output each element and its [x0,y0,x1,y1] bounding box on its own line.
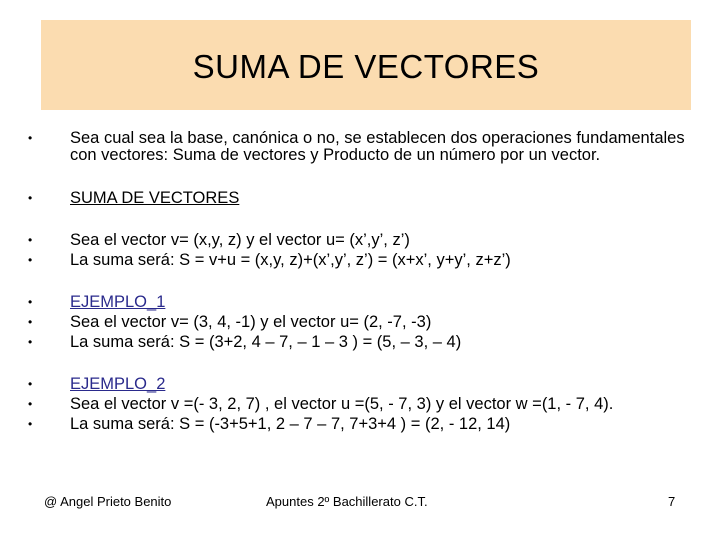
bullet-dot: • [28,191,33,205]
footer-author: @ Angel Prieto Benito [44,494,172,509]
bullet-text: Sea el vector v= (x,y, z) y el vector u= (x’,y’, z’) [70,231,410,249]
bullet-dot: • [28,335,33,349]
bullet-item [28,250,708,270]
title-box [41,20,691,110]
page-number: 7 [668,494,676,509]
slide-title: SUMA DE VECTORES [192,48,540,85]
bullet-item [28,414,708,434]
bullet-text: La suma será: S = v+u = (x,y, z)+(x’,y’, z’) = (x+x’, y+y’, z+z’) [70,251,511,269]
bullet-text: La suma será: S = (-3+5+1, 2 – 7 – 7, 7+3+4 ) = (2, - 12, 14) [70,415,511,433]
bullet-text: La suma será: S = (3+2, 4 – 7, – 1 – 3 ) = (5, – 3, – 4) [70,333,462,351]
bullet-list [28,130,708,448]
bullet-dot: • [28,295,33,309]
bullet-item [28,292,708,312]
bullet-dot: • [28,131,33,145]
bullet-text: Sea el vector v= (3, 4, -1) y el vector u= (2, -7, -3) [70,313,432,331]
bullet-item [28,230,708,250]
bullet-item [28,188,708,208]
bullet-dot: • [28,397,33,411]
bullet-text: Sea el vector v =(- 3, 2, 7) , el vector u =(5, - 7, 3) y el vector w =(1, - 7, 4). [70,395,614,413]
footer-course: Apuntes 2º Bachillerato C.T. [266,494,428,509]
section-heading: SUMA DE VECTORES [70,189,240,207]
bullet-dot: • [28,233,33,247]
bullet-dot: • [28,417,33,431]
bullet-item [28,394,708,414]
bullet-dot: • [28,253,33,267]
bullet-item [28,130,708,164]
example-1-link[interactable]: EJEMPLO_1 [70,293,166,311]
bullet-dot: • [28,315,33,329]
footer [0,494,720,516]
bullet-item [28,374,708,394]
bullet-item [28,332,708,352]
bullet-item [28,312,708,332]
bullet-text: Sea cual sea la base, canónica o no, se establecen dos operaciones fundamentales con vectores: Suma de vectores y Producto de un número por un vector. [70,129,685,164]
example-2-link[interactable]: EJEMPLO_2 [70,375,166,393]
bullet-dot: • [28,377,33,391]
